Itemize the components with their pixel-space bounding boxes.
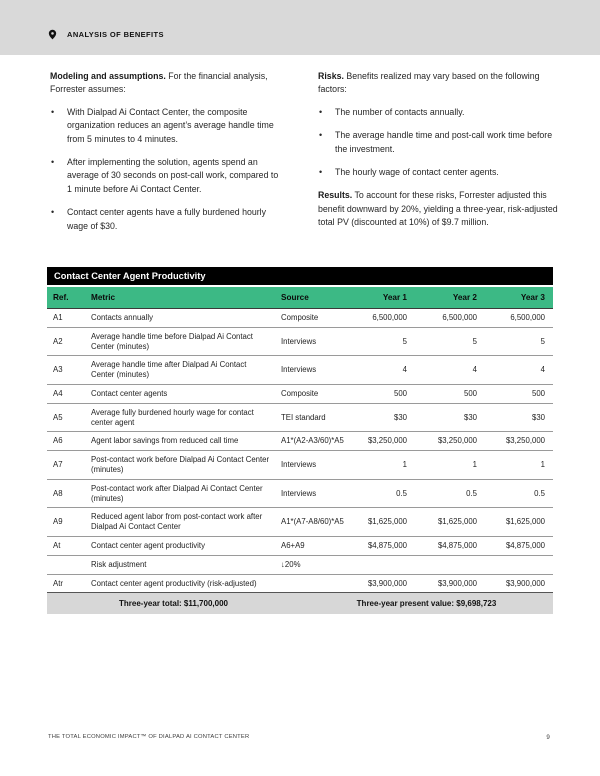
table-row bbox=[47, 508, 553, 537]
year2-cell bbox=[415, 555, 485, 574]
source-cell: Interviews bbox=[275, 327, 349, 356]
year2-cell: 1 bbox=[415, 451, 485, 480]
year3-cell: $4,875,000 bbox=[485, 536, 553, 555]
table-row bbox=[47, 479, 553, 508]
metric-cell: Average handle time after Dialpad Ai Contact Center (minutes) bbox=[85, 356, 275, 385]
col-header-year2: Year 2 bbox=[415, 287, 485, 309]
source-cell: Interviews bbox=[275, 451, 349, 480]
results-paragraph bbox=[318, 189, 558, 229]
metric-cell: Contact center agent productivity (risk-adjusted) bbox=[85, 574, 275, 593]
source-cell: Interviews bbox=[275, 356, 349, 385]
results-text: To account for these risks, Forrester adjusted this benefit downward by 20%, yielding a three-year, risk-adjusted total PV (discounted at 10%) of $9.7 million. bbox=[318, 190, 558, 228]
col-header-metric: Metric bbox=[85, 287, 275, 309]
list-item: • With Dialpad Ai Contact Center, the composite organization reduces an agent’s average handle time from 5 minutes to 4 minutes. bbox=[50, 106, 282, 146]
list-item: • After implementing the solution, agents spend an average of 30 seconds on post-call work, compared to 1 minute before Ai Contact Center. bbox=[50, 156, 282, 196]
source-cell: A1*(A2-A3/60)*A5 bbox=[275, 432, 349, 451]
ref-cell: A7 bbox=[47, 451, 85, 480]
metric-cell: Agent labor savings from reduced call time bbox=[85, 432, 275, 451]
source-cell: TEI standard bbox=[275, 403, 349, 432]
year3-cell: $30 bbox=[485, 403, 553, 432]
col-header-year3: Year 3 bbox=[485, 287, 553, 309]
source-cell: A1*(A7-A8/60)*A5 bbox=[275, 508, 349, 537]
table-row bbox=[47, 432, 553, 451]
ref-cell: Atr bbox=[47, 574, 85, 593]
col-header-source: Source bbox=[275, 287, 349, 309]
benefit-table bbox=[47, 287, 553, 593]
table-row bbox=[47, 536, 553, 555]
year3-cell: $1,625,000 bbox=[485, 508, 553, 537]
table-row bbox=[47, 555, 553, 574]
ref-cell: At bbox=[47, 536, 85, 555]
year2-cell: $3,250,000 bbox=[415, 432, 485, 451]
ref-cell bbox=[47, 555, 85, 574]
table-header-row bbox=[47, 287, 553, 309]
ref-cell: A2 bbox=[47, 327, 85, 356]
year3-cell: 500 bbox=[485, 384, 553, 403]
year1-cell: 0.5 bbox=[349, 479, 415, 508]
ref-cell: A6 bbox=[47, 432, 85, 451]
year3-cell: 6,500,000 bbox=[485, 309, 553, 328]
year2-cell: 5 bbox=[415, 327, 485, 356]
left-column bbox=[50, 70, 282, 243]
col-header-ref: Ref. bbox=[47, 287, 85, 309]
metric-cell: Average fully burdened hourly wage for contact center agent bbox=[85, 403, 275, 432]
table-row bbox=[47, 451, 553, 480]
year2-cell: 0.5 bbox=[415, 479, 485, 508]
year3-cell: 5 bbox=[485, 327, 553, 356]
modeling-text: For the financial analysis, Forrester assumes: bbox=[50, 71, 268, 95]
source-cell bbox=[275, 574, 349, 593]
page-header-bar bbox=[0, 0, 600, 55]
list-item: • The hourly wage of contact center agents. bbox=[318, 166, 558, 179]
year2-cell: $1,625,000 bbox=[415, 508, 485, 537]
metric-cell: Risk adjustment bbox=[85, 555, 275, 574]
three-year-present-value: Three-year present value: $9,698,723 bbox=[356, 599, 497, 609]
year2-cell: $30 bbox=[415, 403, 485, 432]
metric-cell: Average handle time before Dialpad Ai Contact Center (minutes) bbox=[85, 327, 275, 356]
source-cell: ↓20% bbox=[275, 555, 349, 574]
risks-text: Benefits realized may vary based on the following factors: bbox=[318, 71, 540, 95]
year3-cell: $3,900,000 bbox=[485, 574, 553, 593]
source-cell: Interviews bbox=[275, 479, 349, 508]
year2-cell: 4 bbox=[415, 356, 485, 385]
year3-cell: 1 bbox=[485, 451, 553, 480]
modeling-heading: Modeling and assumptions. bbox=[50, 71, 166, 81]
ref-cell: A1 bbox=[47, 309, 85, 328]
metric-cell: Reduced agent labor from post-contact work after Dialpad Ai Contact Center bbox=[85, 508, 275, 537]
results-heading: Results. bbox=[318, 190, 353, 201]
year1-cell: $1,625,000 bbox=[349, 508, 415, 537]
table-row bbox=[47, 309, 553, 328]
year2-cell: $3,900,000 bbox=[415, 574, 485, 593]
table-body bbox=[47, 309, 553, 593]
ref-cell: A3 bbox=[47, 356, 85, 385]
list-item: • The number of contacts annually. bbox=[318, 106, 558, 119]
year3-cell: $3,250,000 bbox=[485, 432, 553, 451]
col-header-year1: Year 1 bbox=[349, 287, 415, 309]
ref-cell: A4 bbox=[47, 384, 85, 403]
source-cell: Composite bbox=[275, 384, 349, 403]
list-item: • Contact center agents have a fully burdened hourly wage of $30. bbox=[50, 206, 282, 233]
three-year-total: Three-year total: $11,700,000 bbox=[119, 599, 228, 609]
risks-paragraph bbox=[318, 70, 558, 97]
page-footer bbox=[48, 734, 550, 741]
benefit-table-section bbox=[47, 267, 553, 614]
ref-cell: A8 bbox=[47, 479, 85, 508]
year1-cell: $3,250,000 bbox=[349, 432, 415, 451]
year3-cell: 0.5 bbox=[485, 479, 553, 508]
metric-cell: Contacts annually bbox=[85, 309, 275, 328]
year2-cell: 6,500,000 bbox=[415, 309, 485, 328]
risks-list bbox=[318, 106, 558, 180]
risks-heading: Risks. bbox=[318, 71, 344, 81]
location-pin-icon bbox=[47, 27, 58, 42]
page-number: 9 bbox=[546, 734, 550, 741]
metric-cell: Contact center agents bbox=[85, 384, 275, 403]
year1-cell: $3,900,000 bbox=[349, 574, 415, 593]
year1-cell: 1 bbox=[349, 451, 415, 480]
metric-cell: Post-contact work after Dialpad Ai Contact Center (minutes) bbox=[85, 479, 275, 508]
year3-cell: 4 bbox=[485, 356, 553, 385]
ref-cell: A5 bbox=[47, 403, 85, 432]
table-row bbox=[47, 384, 553, 403]
year1-cell: $4,875,000 bbox=[349, 536, 415, 555]
metric-cell: Post-contact work before Dialpad Ai Contact Center (minutes) bbox=[85, 451, 275, 480]
metric-cell: Contact center agent productivity bbox=[85, 536, 275, 555]
year3-cell bbox=[485, 555, 553, 574]
year1-cell: $30 bbox=[349, 403, 415, 432]
table-row bbox=[47, 327, 553, 356]
assumptions-list bbox=[50, 106, 282, 233]
table-footer-row bbox=[47, 593, 553, 614]
year1-cell: 5 bbox=[349, 327, 415, 356]
footer-title: THE TOTAL ECONOMIC IMPACT™ OF DIALPAD AI CONTACT CENTER bbox=[48, 734, 250, 740]
year1-cell: 6,500,000 bbox=[349, 309, 415, 328]
year1-cell: 4 bbox=[349, 356, 415, 385]
source-cell: Composite bbox=[275, 309, 349, 328]
source-cell: A6+A9 bbox=[275, 536, 349, 555]
table-row bbox=[47, 356, 553, 385]
table-title: Contact Center Agent Productivity bbox=[47, 267, 553, 285]
header-content bbox=[47, 27, 164, 42]
list-item: • The average handle time and post-call work time before the investment. bbox=[318, 129, 558, 156]
right-column bbox=[318, 70, 558, 230]
year2-cell: $4,875,000 bbox=[415, 536, 485, 555]
year1-cell bbox=[349, 555, 415, 574]
table-row bbox=[47, 574, 553, 593]
section-title: ANALYSIS OF BENEFITS bbox=[67, 30, 164, 39]
modeling-paragraph bbox=[50, 70, 282, 97]
table-row bbox=[47, 403, 553, 432]
year2-cell: 500 bbox=[415, 384, 485, 403]
ref-cell: A9 bbox=[47, 508, 85, 537]
year1-cell: 500 bbox=[349, 384, 415, 403]
